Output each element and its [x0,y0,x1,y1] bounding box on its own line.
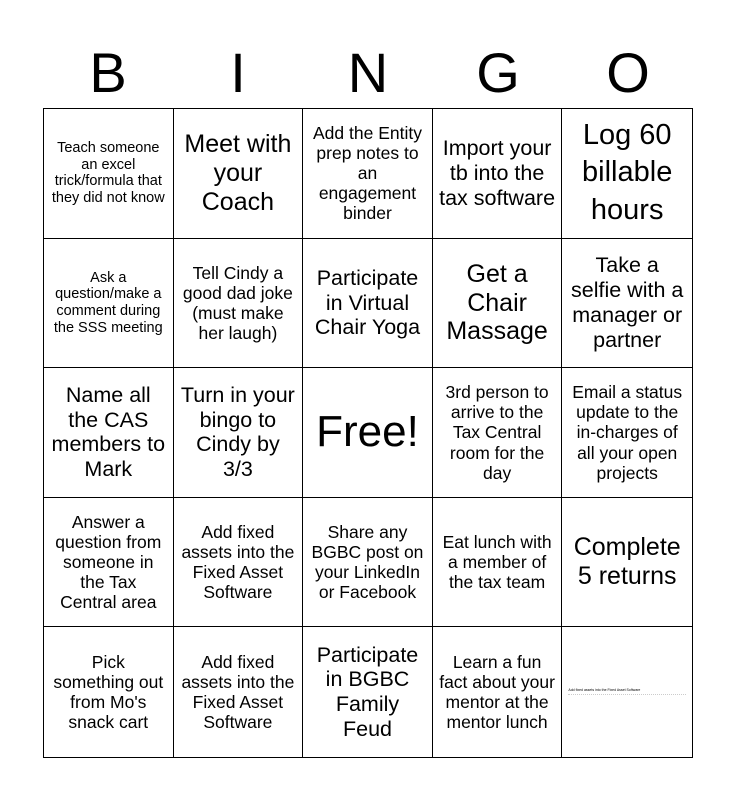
cell-text: Pick something out from Mo's snack cart [53,651,164,733]
bingo-cell[interactable] [433,498,563,628]
bingo-cell[interactable] [303,627,433,757]
bingo-cell[interactable] [174,368,304,498]
bingo-header [43,38,693,108]
bingo-cell-tiny-text[interactable] [562,627,692,757]
cell-text: Tell Cindy a good dad joke (must make her laugh) [182,262,293,344]
header-letter-g: G [476,41,520,104]
bingo-cell[interactable] [433,109,563,239]
cell-text: Name all the CAS members to Mark [51,383,166,482]
bingo-cell[interactable] [174,239,304,369]
cell-text: Participate in BGBC Family Feud [316,642,419,741]
cell-text: Teach someone an excel trick/formula that they did not know [51,139,165,206]
bingo-cell[interactable] [44,627,174,757]
cell-text: 3rd person to arrive to the Tax Central room for the day [445,382,549,483]
cell-text: Import your tb into the tax software [439,136,556,210]
cell-text: Share any BGBC post on your LinkedIn or Facebook [311,521,424,603]
bingo-cell[interactable] [562,109,692,239]
free-space-cell[interactable] [303,368,433,498]
cell-text: Add fixed assets into the Fixed Asset Software [181,521,295,603]
header-letter-i: I [230,41,246,104]
bingo-cell[interactable] [174,627,304,757]
cell-text: Learn a fun fact about your mentor at the mentor lunch [439,651,555,733]
bingo-cell[interactable] [44,239,174,369]
bingo-cell[interactable] [433,627,563,757]
bingo-cell[interactable] [562,239,692,369]
header-letter-o: O [606,41,650,104]
bingo-cell[interactable] [174,109,304,239]
cell-text: Add the Entity prep notes to an engagement binder [313,122,422,224]
cell-text: Log 60 billable hours [582,118,673,227]
cell-text: Add fixed assets into the Fixed Asset Software [181,651,295,733]
bingo-cell[interactable] [303,498,433,628]
cell-text: Add fixed assets into the Fixed Asset Software [568,688,641,693]
cell-text: Complete 5 returns [573,533,681,591]
cell-text: Take a selfie with a manager or partner [571,253,684,352]
bingo-cell[interactable] [562,498,692,628]
bingo-cell[interactable] [44,498,174,628]
bingo-cell[interactable] [562,368,692,498]
cell-text: Get a Chair Massage [446,259,548,346]
header-letter-n: N [347,41,389,104]
bingo-grid [43,108,693,758]
cell-text: Email a status update to the in-charges of all your open projects [572,382,683,483]
bingo-cell[interactable] [303,239,433,369]
bingo-cell[interactable] [433,239,563,369]
bingo-cell[interactable] [44,109,174,239]
cell-text: Participate in Virtual Chair Yoga [314,265,421,340]
free-space-text: Free! [316,407,419,457]
bingo-cell[interactable] [174,498,304,628]
cell-text: Turn in your bingo to Cindy by 3/3 [180,383,295,482]
header-letter-b: B [89,41,127,104]
cell-text: Answer a question from someone in the Tax Central area [55,511,162,613]
cell-text: Ask a question/make a comment during the SSS meeting [53,269,163,336]
bingo-cell[interactable] [433,368,563,498]
bingo-cell[interactable] [303,109,433,239]
tiny-text-rule [568,694,686,695]
cell-text: Meet with your Coach [184,130,292,216]
cell-text: Eat lunch with a member of the tax team [442,531,552,593]
bingo-cell[interactable] [44,368,174,498]
